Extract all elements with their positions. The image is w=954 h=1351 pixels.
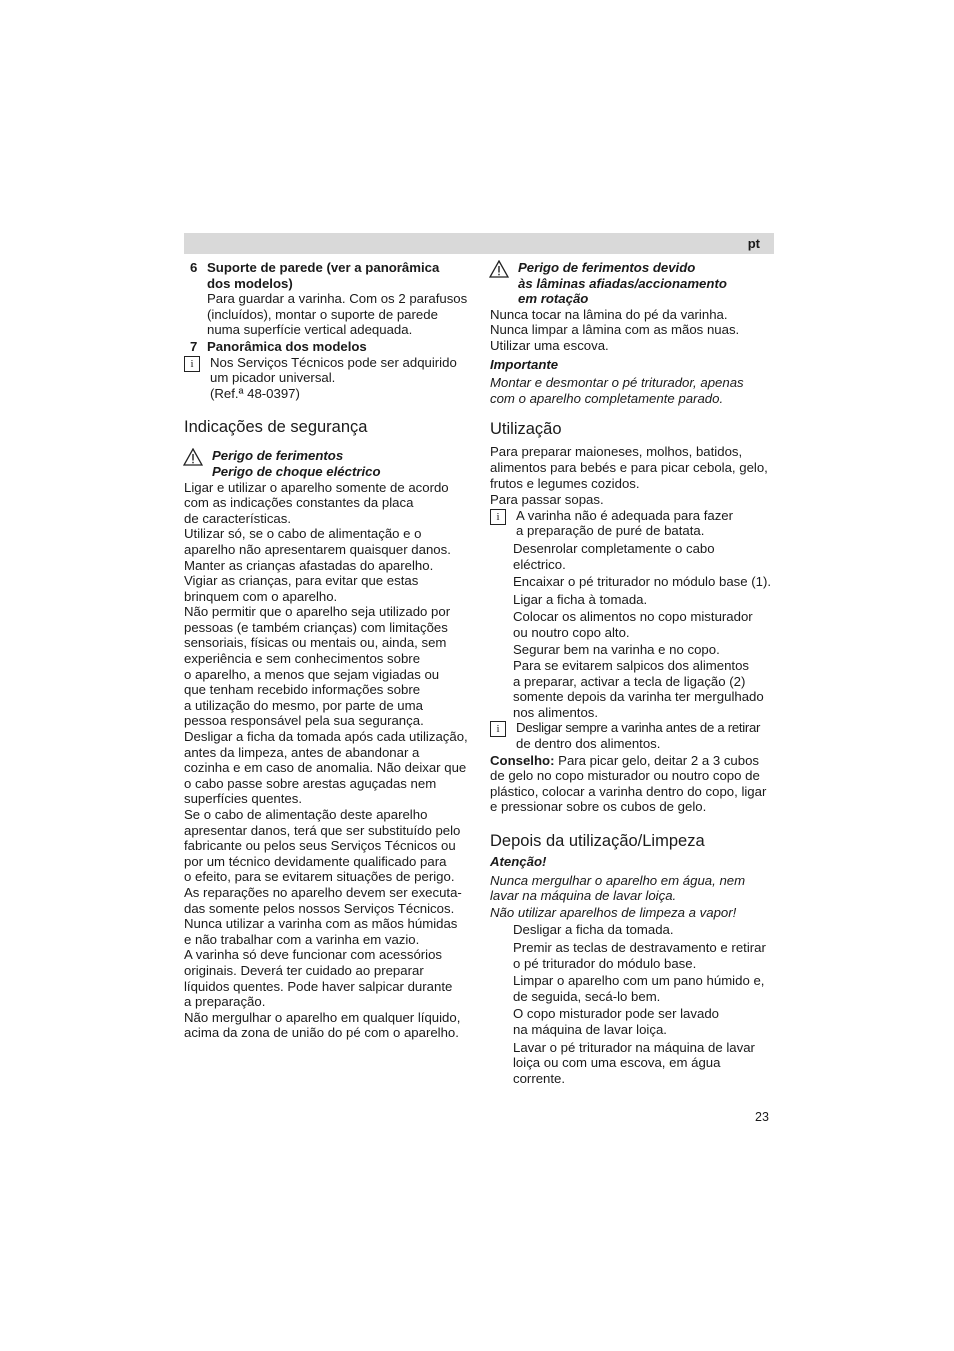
text-line: loiça ou com uma escova, em água xyxy=(513,1055,721,1071)
right-column xyxy=(490,260,780,1086)
item-title: dos modelos) xyxy=(207,275,293,291)
text-line: Montar e desmontar o pé triturador, apenas xyxy=(490,375,744,391)
warning-block xyxy=(184,448,474,479)
step xyxy=(490,940,780,971)
text-line: aparelho não apresentarem quaisquer danos. xyxy=(184,541,451,557)
step xyxy=(490,592,780,608)
warning-title: às lâminas afiadas/accionamento xyxy=(518,275,727,291)
item-title: Panorâmica dos modelos xyxy=(207,338,367,354)
text-line: na máquina de lavar loiça. xyxy=(513,1021,667,1037)
step xyxy=(490,1006,780,1037)
text-line: antes da limpeza, antes de abandonar a xyxy=(184,744,420,760)
text-line: Não mergulhar o aparelho em qualquer líquido, xyxy=(184,1009,461,1025)
text-line: Desligar sempre a varinha antes de a retirar xyxy=(516,720,761,736)
item-6-text xyxy=(184,291,474,338)
warning-title: Perigo de choque eléctrico xyxy=(212,463,381,479)
text-line: somente depois da varinha ter mergulhado xyxy=(513,689,764,705)
text-line: cozinha e em caso de anomalia. Não deixar que xyxy=(184,760,467,776)
text-line: originais. Deverá ter cuidado ao preparar xyxy=(184,962,424,978)
text-line: A varinha não é adequada para fazer xyxy=(516,507,734,523)
text-line: de características. xyxy=(184,510,292,526)
text-line: superfícies quentes. xyxy=(184,791,303,807)
text-line: Nunca limpar a lâmina com as mãos nuas. xyxy=(490,322,740,338)
text-line: Ligar a ficha à tomada. xyxy=(513,591,648,607)
text-line: Desenrolar completamente o cabo xyxy=(513,540,715,556)
text-line: Utilizar uma escova. xyxy=(490,337,609,353)
text-line: a preparar, activar a tecla de ligação (2) xyxy=(513,673,746,689)
text-line: As reparações no aparelho devem ser executa- xyxy=(184,884,462,900)
text-line: e pressionar sobre os cubos de gelo. xyxy=(490,799,707,815)
info-note xyxy=(490,720,780,751)
step xyxy=(490,922,780,938)
info-icon: i xyxy=(490,721,506,737)
text-line: plástico, colocar a varinha dentro do copo, ligar xyxy=(490,783,767,799)
text-line: Para preparar maioneses, molhos, batidos, xyxy=(490,444,743,460)
text-line: com as indicações constantes da placa xyxy=(184,495,414,511)
text-line: (incluídos), montar o suporte de parede xyxy=(207,306,438,322)
info-note xyxy=(490,508,780,539)
safety-heading: Indicações de segurança xyxy=(184,418,368,437)
page-number: 23 xyxy=(755,1110,769,1124)
text-line: numa superfície vertical adequada. xyxy=(207,322,413,338)
text-line: a preparação de puré de batata. xyxy=(516,523,705,539)
text-line: Encaixar o pé triturador no módulo base (1). xyxy=(513,574,772,590)
text-line: apresentar danos, terá que ser substituído pelo xyxy=(184,822,461,838)
important-label: Importante xyxy=(490,356,559,372)
step xyxy=(490,609,780,640)
text-line: eléctrico. xyxy=(513,556,566,572)
usage-heading: Utilização xyxy=(490,420,562,439)
info-note xyxy=(184,355,474,402)
info-icon: i xyxy=(184,356,200,372)
text-line: frutos e legumes cozidos. xyxy=(490,475,640,491)
warning-title: Perigo de ferimentos xyxy=(212,448,344,464)
text-line: Para picar gelo, deitar 2 a 3 cubos xyxy=(554,752,760,768)
text-line: Nunca tocar na lâmina do pé da varinha. xyxy=(490,306,728,322)
text-line: líquidos quentes. Pode haver salpicar durante xyxy=(184,978,453,994)
text-line: Manter as crianças afastadas do aparelho. xyxy=(184,557,434,573)
text-line: fabricante ou pelos seus Serviços Técnicos ou xyxy=(184,838,456,854)
text-line: Nos Serviços Técnicos pode ser adquirido xyxy=(210,354,457,370)
text-line: o pé triturador do módulo base. xyxy=(513,955,697,971)
text-line: O copo misturador pode ser lavado xyxy=(513,1006,719,1022)
text-line: e não trabalhar com a varinha em vazio. xyxy=(184,931,420,947)
warning-title: em rotação xyxy=(518,291,589,307)
cleaning-heading: Depois da utilização/Limpeza xyxy=(490,832,705,850)
text-line: de seguida, secá-lo bem. xyxy=(513,988,661,1004)
text-line: de gelo no copo misturador ou noutro copo de xyxy=(490,768,760,784)
text-line: Colocar os alimentos no copo misturador xyxy=(513,609,753,625)
text-line: um picador universal. xyxy=(210,370,336,386)
header-bar xyxy=(184,233,774,254)
left-column xyxy=(184,260,474,1041)
text-line: Utilizar só, se o cabo de alimentação e o xyxy=(184,526,422,542)
text-line: o cabo passe sobre arestas aguçadas nem xyxy=(184,775,437,791)
item-title: Suporte de parede (ver a panorâmica xyxy=(207,260,440,275)
item-number: 6 xyxy=(190,260,198,275)
text-line: Para se evitarem salpicos dos alimentos xyxy=(513,658,750,674)
language-code: pt xyxy=(747,236,760,251)
text-line: Para passar sopas. xyxy=(490,492,604,508)
info-icon: i xyxy=(490,509,506,525)
text-line: Se o cabo de alimentação deste aparelho xyxy=(184,807,428,822)
text-line: a utilização do mesmo, por parte de uma xyxy=(184,697,423,713)
text-line: por um técnico devidamente qualificado para xyxy=(184,853,447,869)
text-line: Lavar o pé triturador na máquina de lavar xyxy=(513,1039,755,1055)
text-line: Vigiar as crianças, para evitar que estas xyxy=(184,573,419,589)
text-line: Não permitir que o aparelho seja utilizado por xyxy=(184,604,451,620)
text-line: de dentro dos alimentos. xyxy=(516,736,661,752)
item-6 xyxy=(184,260,474,291)
text-line: Limpar o aparelho com um pano húmido e, xyxy=(513,973,765,989)
text-line: das somente pelos nossos Serviços Técnicos. xyxy=(184,900,455,916)
text-line: (Ref.ª 48-0397) xyxy=(210,385,300,401)
tip-paragraph xyxy=(490,753,780,769)
text-line: Não utilizar aparelhos de limpeza a vapor! xyxy=(490,904,737,920)
text-line: Segurar bem na varinha e no copo. xyxy=(513,642,720,658)
text-line: Ligar e utilizar o aparelho somente de acordo xyxy=(184,479,449,495)
text-line: nos alimentos. xyxy=(513,704,599,720)
step xyxy=(490,973,780,1004)
step xyxy=(490,541,780,572)
text-line: com o aparelho completamente parado. xyxy=(490,390,724,406)
text-line: Desligar a ficha da tomada. xyxy=(513,922,674,938)
text-line: ou noutro copo alto. xyxy=(513,624,630,640)
text-line: o aparelho, a menos que sejam vigiadas ou xyxy=(184,666,440,682)
text-line: pessoa responsável pela sua segurança. xyxy=(184,713,424,729)
item-number: 7 xyxy=(190,338,198,354)
text-line: A varinha só deve funcionar com acessórios xyxy=(184,947,443,963)
step xyxy=(490,1040,780,1087)
text-line: que tenham recebido informações sobre xyxy=(184,682,421,698)
text-line: brinquem com o aparelho. xyxy=(184,588,338,604)
text-line: corrente. xyxy=(513,1070,566,1086)
text-line: a preparação. xyxy=(184,994,266,1010)
text-line: alimentos para bebés e para picar cebola, gelo, xyxy=(490,459,768,475)
warning-title: Perigo de ferimentos devido xyxy=(518,260,696,275)
text-line: experiência e sem conhecimentos sobre xyxy=(184,651,421,667)
item-7 xyxy=(184,339,474,355)
text-line: acima da zona de união do pé com o aparelho. xyxy=(184,1025,459,1041)
step xyxy=(490,642,780,720)
text-line: Nunca mergulhar o aparelho em água, nem xyxy=(490,872,746,888)
text-line: o efeito, para se evitarem situações de perigo. xyxy=(184,869,455,885)
text-line: Nunca utilizar a varinha com as mãos húmidas xyxy=(184,916,458,932)
step xyxy=(490,574,780,590)
warning-block xyxy=(490,260,780,307)
tip-label: Conselho: xyxy=(490,752,555,768)
text-line: Para guardar a varinha. Com os 2 parafusos xyxy=(207,291,468,307)
warning-triangle-icon xyxy=(489,260,509,278)
text-line: pessoas (e também crianças) com limitações xyxy=(184,619,448,635)
text-line: lavar na máquina de lavar loiça. xyxy=(490,888,677,904)
safety-text xyxy=(184,480,474,1041)
warning-triangle-icon xyxy=(183,448,203,466)
text-line: sensoriais, físicas ou mentais ou, ainda, sem xyxy=(184,635,447,651)
text-line: Desligar a ficha da tomada após cada utilização, xyxy=(184,729,468,745)
text-line: Premir as teclas de destravamento e retirar xyxy=(513,939,766,955)
attention-label: Atenção! xyxy=(490,854,547,869)
